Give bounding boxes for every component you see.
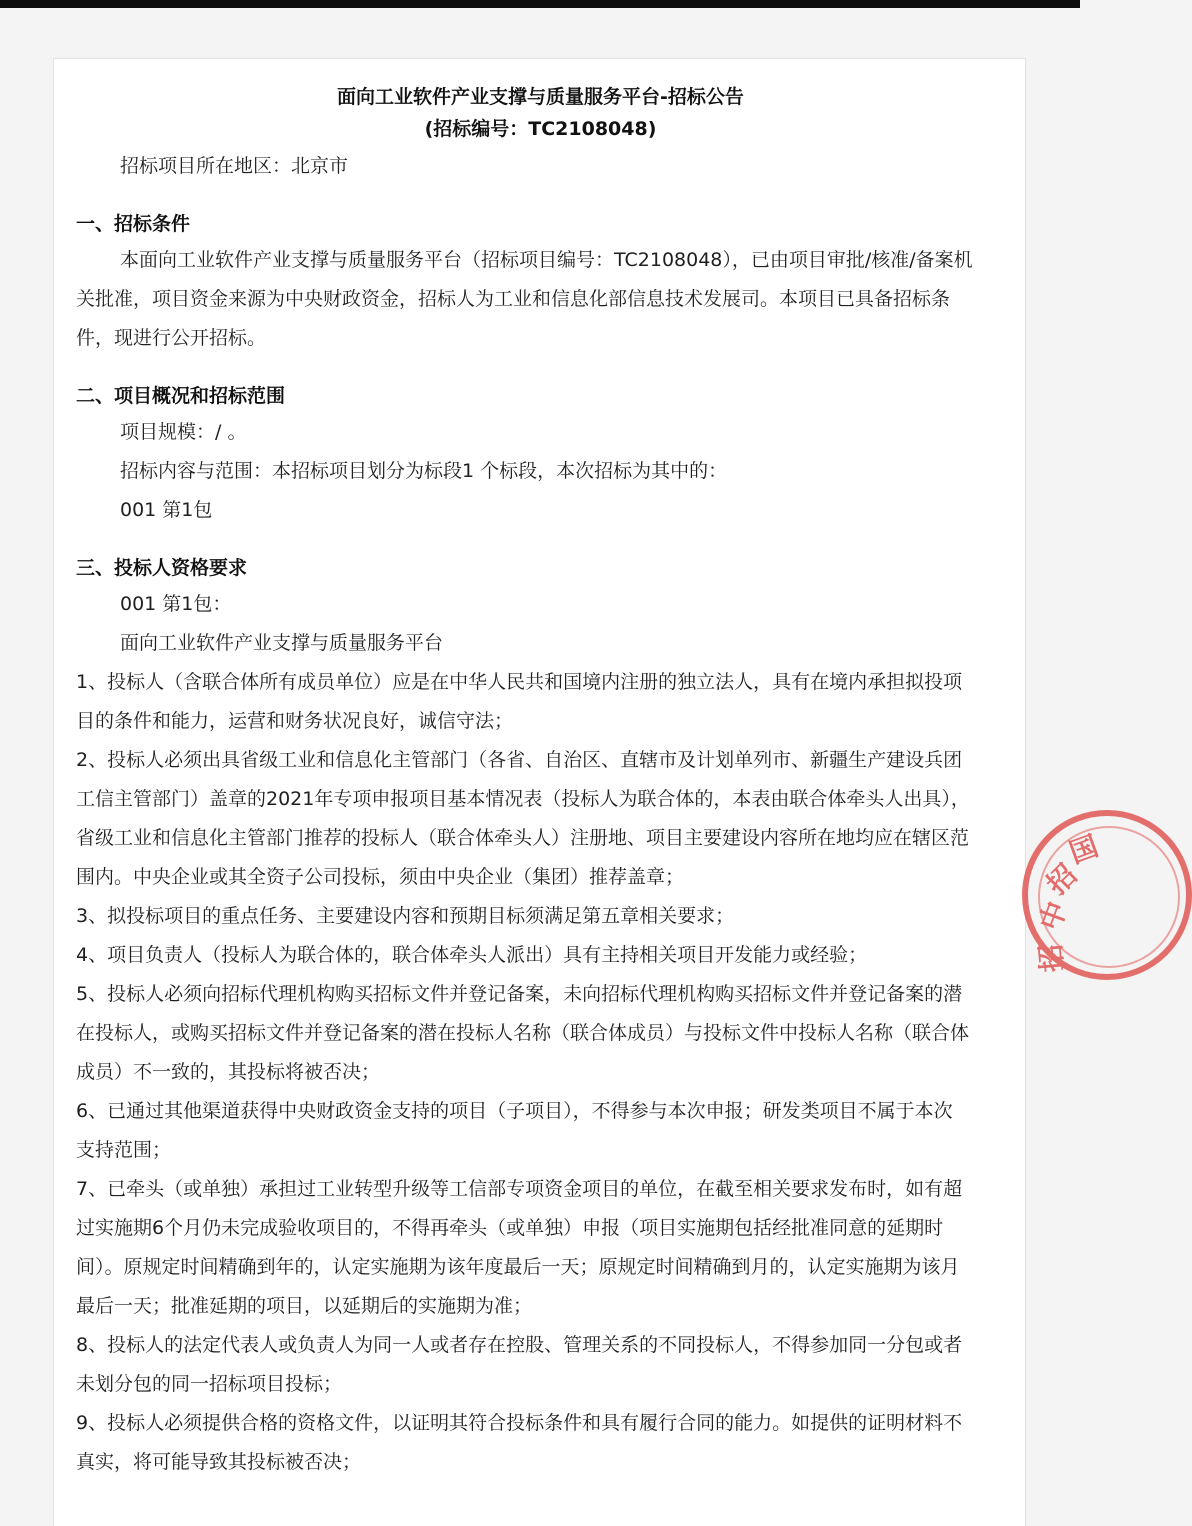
document-title: 面向工业软件产业支撑与质量服务平台-招标公告 — [337, 86, 744, 108]
section-1-line: 件，现进行公开招标。 — [76, 327, 267, 349]
requirement-line: 目的条件和能力，运营和财务状况良好，诚信守法； — [76, 710, 514, 732]
requirement-line: 围内。中央企业或其全资子公司投标，须由中央企业（集团）推荐盖章； — [76, 866, 685, 888]
package-label: 001 第1包 — [120, 499, 213, 521]
requirement-line: 间）。原规定时间精确到年的，认定实施期为该年度最后一天；原规定时间精确到月的，认定实施期为该月 — [76, 1256, 960, 1278]
seal-char: 招 — [1033, 942, 1070, 974]
requirement-line: 真实，将可能导致其投标被否决； — [76, 1451, 362, 1473]
requirement-line: 过实施期6个月仍未完成验收项目的，不得再牵头（或单独）申报（项目实施期包括经批准同意的延期时 — [76, 1217, 944, 1239]
document-page — [53, 58, 1026, 1526]
official-seal-stamp — [1022, 810, 1192, 980]
section-2-heading: 二、项目概况和招标范围 — [76, 385, 286, 407]
requirement-line: 最后一天；批准延期的项目，以延期后的实施期为准； — [76, 1295, 533, 1317]
requirement-line: 支持范围； — [76, 1139, 172, 1161]
requirement-line: 8、投标人的法定代表人或负责人为同一人或者存在控股、管理关系的不同投标人，不得参加同一分包或者 — [76, 1334, 963, 1356]
package-label: 001 第1包： — [120, 593, 232, 615]
requirement-line: 工信主管部门）盖章的2021年专项申报项目基本情况表（投标人为联合体的，本表由联合体牵头人出具）， — [76, 788, 970, 810]
requirement-line: 9、投标人必须提供合格的资格文件，以证明其符合投标条件和具有履行合同的能力。如提供的证明材料不 — [76, 1412, 963, 1434]
section-1-heading: 一、招标条件 — [76, 213, 191, 235]
section-1-line: 本面向工业软件产业支撑与质量服务平台（招标项目编号：TC2108048），已由项目审批/核准/备案机 — [120, 249, 973, 271]
section-1-line: 关批准，项目资金来源为中央财政资金，招标人为工业和信息化部信息技术发展司。本项目已具备招标条 — [76, 288, 951, 310]
requirement-line: 5、投标人必须向招标代理机构购买招标文件并登记备案，未向招标代理机构购买招标文件并登记备案的潜 — [76, 983, 963, 1005]
seal-char: 中 — [1033, 897, 1074, 935]
requirement-line: 在投标人，或购买招标文件并登记备案的潜在投标人名称（联合体成员）与投标文件中投标人名称（联合体 — [76, 1022, 970, 1044]
requirement-line: 2、投标人必须出具省级工业和信息化主管部门（各省、自治区、直辖市及计划单列市、新疆生产建设兵团 — [76, 749, 963, 771]
project-region: 招标项目所在地区：北京市 — [120, 155, 349, 177]
package-project-name: 面向工业软件产业支撑与质量服务平台 — [120, 632, 444, 654]
requirement-line: 成员）不一致的，其投标将被否决； — [76, 1061, 381, 1083]
seal-char: 国 — [1065, 829, 1103, 870]
requirement-line: 4、项目负责人（投标人为联合体的，联合体牵头人派出）具有主持相关项目开发能力或经验； — [76, 944, 868, 966]
section-3-heading: 三、投标人资格要求 — [76, 557, 248, 579]
project-scope: 招标内容与范围：本招标项目划分为标段1 个标段，本次招标为其中的： — [120, 460, 728, 482]
project-scale: 项目规模：/ 。 — [120, 421, 247, 443]
requirement-line: 6、已通过其他渠道获得中央财政资金支持的项目（子项目），不得参与本次申报；研发类项目不属于本次 — [76, 1100, 953, 1122]
requirement-line: 7、已牵头（或单独）承担过工业转型升级等工信部专项资金项目的单位，在截至相关要求发布时，如有超 — [76, 1178, 963, 1200]
requirement-line: 1、投标人（含联合体所有成员单位）应是在中华人民共和国境内注册的独立法人，具有在境内承担拟投项 — [76, 671, 963, 693]
requirement-line: 3、拟投标项目的重点任务、主要建设内容和预期目标须满足第五章相关要求； — [76, 905, 735, 927]
requirement-line: 未划分包的同一招标项目投标； — [76, 1373, 343, 1395]
top-bar — [0, 0, 1080, 8]
seal-char: 招 — [1040, 858, 1084, 902]
requirement-line: 省级工业和信息化主管部门推荐的投标人（联合体牵头人）注册地、项目主要建设内容所在地均应在辖区范 — [76, 827, 970, 849]
document-code: (招标编号：TC2108048) — [424, 118, 657, 140]
